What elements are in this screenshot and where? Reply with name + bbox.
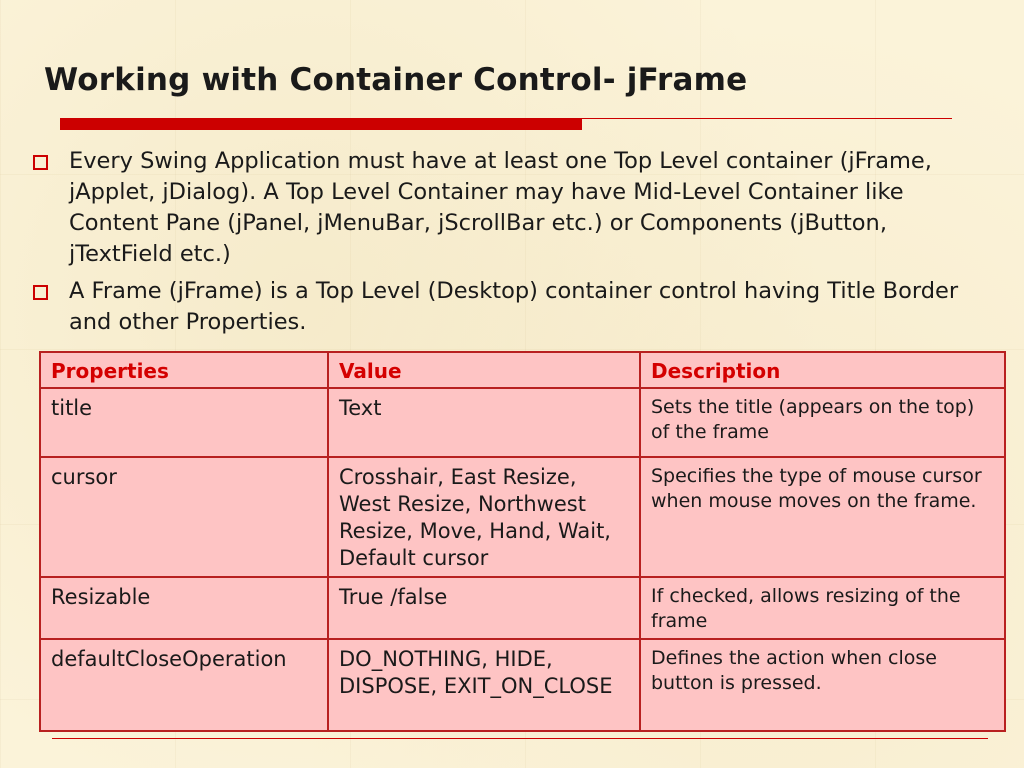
cell-value: Text — [328, 388, 640, 457]
header-properties: Properties — [40, 352, 328, 388]
header-description: Description — [640, 352, 1005, 388]
square-bullet-icon — [33, 155, 48, 170]
table-row — [40, 388, 1005, 457]
footer-line — [52, 738, 988, 739]
table-row — [40, 577, 1005, 639]
cell-value: DO_NOTHING, HIDE, DISPOSE, EXIT_ON_CLOSE — [328, 639, 640, 731]
table-row — [40, 457, 1005, 577]
header-value: Value — [328, 352, 640, 388]
table-header-row — [40, 352, 1005, 388]
cell-property: cursor — [40, 457, 328, 577]
title-underline-line — [582, 118, 952, 119]
bullet-text: A Frame (jFrame) is a Top Level (Desktop) container control having Title Border and other Properties. — [69, 278, 959, 335]
cell-property: title — [40, 388, 328, 457]
table-row — [40, 639, 1005, 731]
cell-property: Resizable — [40, 577, 328, 639]
cell-description: If checked, allows resizing of the frame — [640, 577, 1005, 639]
title-underline-bar — [60, 118, 582, 130]
cell-value: Crosshair, East Resize, West Resize, Northwest Resize, Move, Hand, Wait, Default cursor — [328, 457, 640, 577]
bullet-item-frame — [30, 276, 990, 338]
bullet-list — [30, 146, 990, 338]
cell-value: True /false — [328, 577, 640, 639]
bullet-item-top-level-container — [30, 146, 990, 270]
cell-property: defaultCloseOperation — [40, 639, 328, 731]
bullet-text: Every Swing Application must have at least one Top Level container (jFrame, jApplet, jDialog). A Top Level Container may have Mid-Level Container like Content Pane (jPanel, jMenuBar, jScrollBar etc.) or Components (jButton, jTextField etc.) — [69, 148, 932, 267]
cell-description: Specifies the type of mouse cursor when mouse moves on the frame. — [640, 457, 1005, 577]
cell-description: Defines the action when close button is pressed. — [640, 639, 1005, 731]
properties-table — [39, 351, 1006, 732]
cell-description: Sets the title (appears on the top) of the frame — [640, 388, 1005, 457]
slide-title: Working with Container Control- jFrame — [44, 62, 748, 98]
square-bullet-icon — [33, 285, 48, 300]
